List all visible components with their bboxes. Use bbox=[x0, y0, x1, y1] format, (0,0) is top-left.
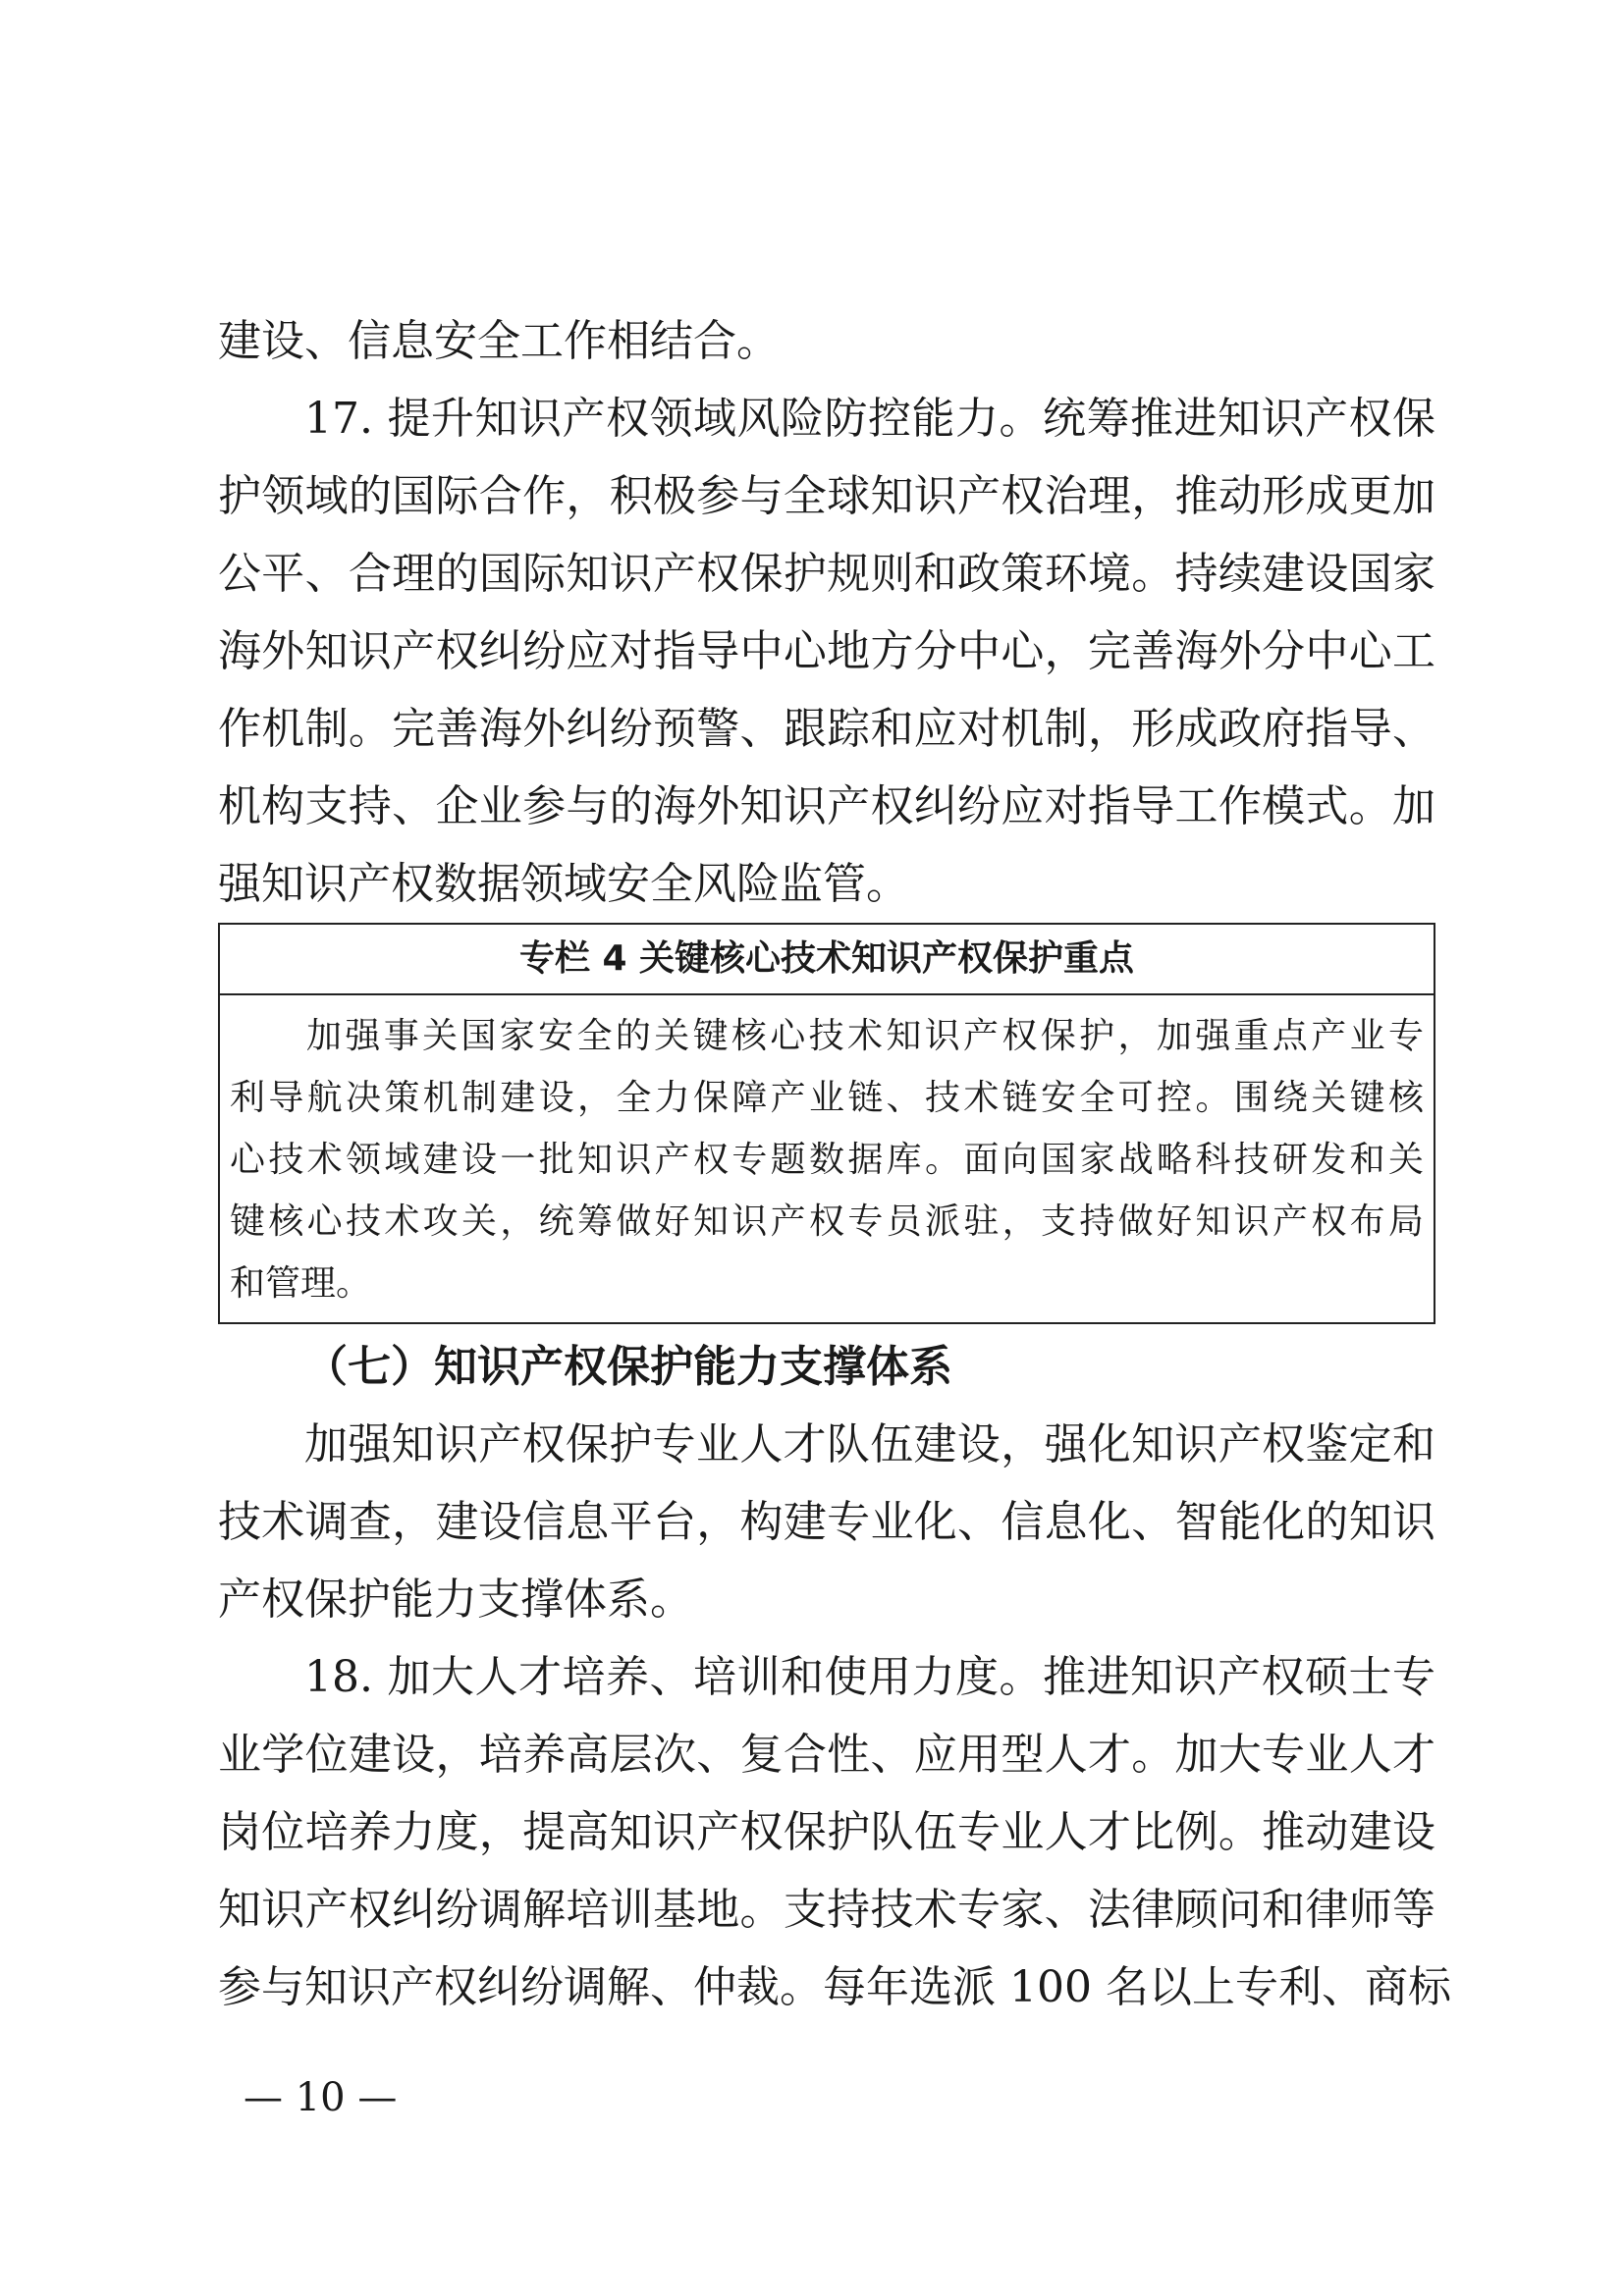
body-line: 作机制。完善海外纠纷预警、跟踪和应对机制，形成政府指导、 bbox=[218, 704, 1435, 754]
sidebar-body bbox=[220, 995, 1434, 1322]
body-line: 建设、信息安全工作相结合。 bbox=[218, 316, 780, 366]
body-line: 岗位培养力度，提高知识产权保护队伍专业人才比例。推动建设 bbox=[218, 1807, 1435, 1857]
body-line: 海外知识产权纠纷应对指导中心地方分中心，完善海外分中心工 bbox=[218, 626, 1435, 676]
body-line: 加强知识产权保护专业人才队伍建设，强化知识产权鉴定和 bbox=[304, 1419, 1435, 1469]
body-line: 17. 提升知识产权领域风险防控能力。统筹推进知识产权保 bbox=[304, 394, 1435, 444]
section-intro bbox=[218, 1406, 1435, 1638]
body-line: 护领域的国际合作，积极参与全球知识产权治理，推动形成更加 bbox=[218, 471, 1435, 521]
sidebar-box bbox=[218, 923, 1435, 1324]
sidebar-line: 利导航决策机制建设，全力保障产业链、技术链安全可控。围绕关键核 bbox=[230, 1078, 1424, 1118]
paragraph-18 bbox=[218, 1638, 1451, 2026]
sidebar-line: 键核心技术攻关，统筹做好知识产权专员派驻，支持做好知识产权布局 bbox=[230, 1201, 1424, 1242]
paragraph-17 bbox=[218, 380, 1435, 923]
sidebar-line: 加强事关国家安全的关键核心技术知识产权保护，加强重点产业专 bbox=[306, 1016, 1424, 1056]
body-line: 机构支持、企业参与的海外知识产权纠纷应对指导工作模式。加 bbox=[218, 781, 1435, 831]
section-heading: （七）知识产权保护能力支撑体系 bbox=[304, 1342, 952, 1392]
body-line: 公平、合理的国际知识产权保护规则和政策环境。持续建设国家 bbox=[218, 549, 1435, 599]
body-line: 参与知识产权纠纷调解、仲裁。每年选派 100 名以上专利、商标 bbox=[218, 1962, 1451, 2012]
body-line: 业学位建设，培养高层次、复合性、应用型人才。加大专业人才 bbox=[218, 1730, 1435, 1780]
sidebar-title: 专栏 4 关键核心技术知识产权保护重点 bbox=[220, 925, 1434, 995]
body-line: 知识产权纠纷调解培训基地。支持技术专家、法律顾问和律师等 bbox=[218, 1885, 1435, 1935]
body-line: 18. 加大人才培养、培训和使用力度。推进知识产权硕士专 bbox=[304, 1652, 1435, 1702]
sidebar-line: 心技术领域建设一批知识产权专题数据库。面向国家战略科技研发和关 bbox=[230, 1140, 1424, 1180]
sidebar-line: 和管理。 bbox=[230, 1263, 372, 1304]
page-content bbox=[218, 302, 1451, 2026]
body-line: 强知识产权数据领域安全风险监管。 bbox=[218, 859, 909, 909]
page-number: — 10 — bbox=[244, 2075, 398, 2120]
body-line: 技术调查，建设信息平台，构建专业化、信息化、智能化的知识 bbox=[218, 1497, 1435, 1547]
body-line: 产权保护能力支撑体系。 bbox=[218, 1575, 693, 1625]
